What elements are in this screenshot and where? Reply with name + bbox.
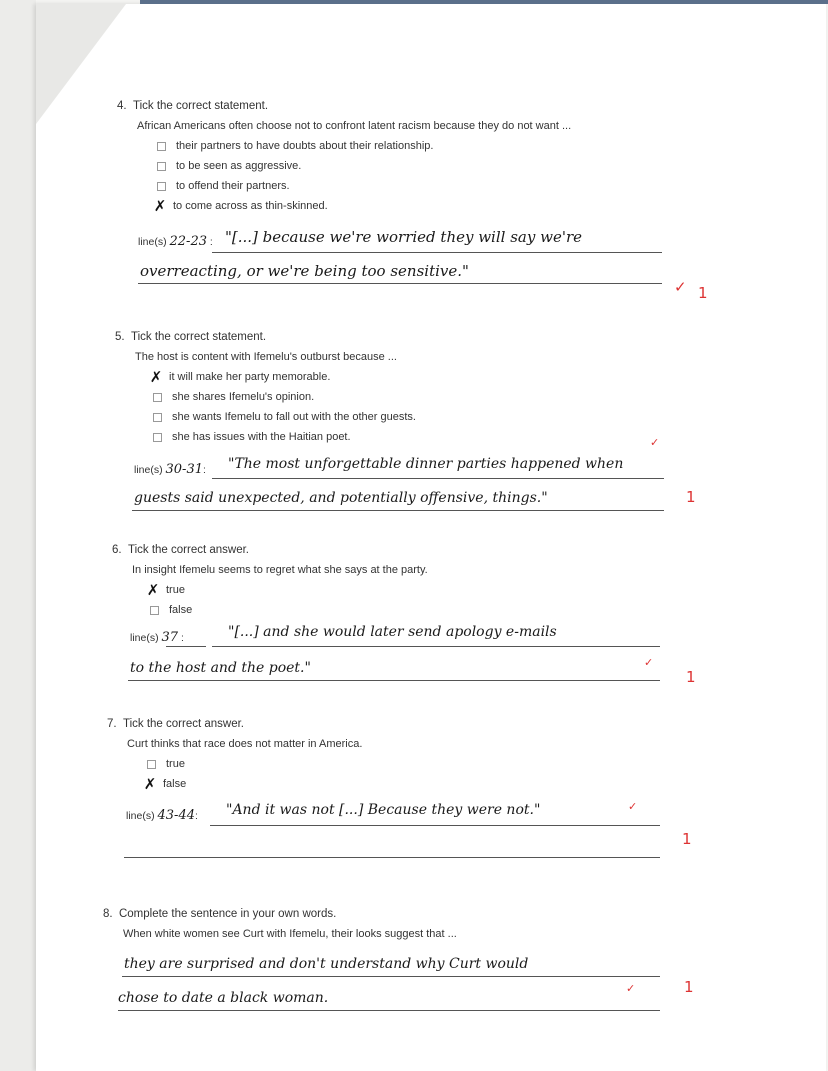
answer-rule xyxy=(122,976,660,977)
checkbox[interactable] xyxy=(157,182,166,191)
option-row[interactable]: false xyxy=(146,600,672,620)
tick-mark-icon: ✓ xyxy=(650,436,660,449)
checkbox[interactable] xyxy=(147,760,156,769)
x-mark-icon[interactable]: ✗ xyxy=(143,775,157,793)
handwritten-answer: "[...] and she would later send apology e-mails xyxy=(228,624,557,640)
x-mark-icon[interactable]: ✗ xyxy=(153,197,167,215)
question-4 xyxy=(117,96,677,216)
tick-mark-icon: ✓ xyxy=(674,278,687,296)
handwritten-answer: "[...] because we're worried they will say we're xyxy=(225,228,582,246)
handwritten-answer: guests said unexpected, and potentially offensive, things." xyxy=(134,490,548,506)
handwritten-answer: "And it was not [...] Because they were not." xyxy=(226,802,541,818)
question-stem: The host is content with Ifemelu's outburst because ... xyxy=(135,351,397,363)
option-row[interactable]: true xyxy=(143,754,667,774)
option-row[interactable]: to be seen as aggressive. xyxy=(153,156,677,176)
answer-rule xyxy=(124,857,660,858)
score-mark: 1 xyxy=(686,488,696,506)
line-ref-label: line(s) 30-31: xyxy=(134,462,206,477)
option-row[interactable]: their partners to have doubts about their relationship. xyxy=(153,136,677,156)
handwritten-answer: "The most unforgettable dinner parties happened when xyxy=(228,456,624,472)
line-ref-label: line(s) 37 : xyxy=(130,630,184,645)
option-row[interactable]: she shares Ifemelu's opinion. xyxy=(149,387,675,407)
handwritten-answer: overreacting, or we're being too sensitive." xyxy=(140,262,469,280)
answer-rule xyxy=(118,1010,660,1011)
handwritten-answer: chose to date a black woman. xyxy=(118,990,329,1006)
score-mark: 1 xyxy=(686,668,696,686)
answer-rule xyxy=(212,646,660,647)
page-left-edge xyxy=(0,0,36,1071)
answer-rule xyxy=(212,478,664,479)
line-ref-label: line(s) 43-44: xyxy=(126,808,198,823)
checkbox[interactable] xyxy=(153,433,162,442)
question-stem: African Americans often choose not to confront latent racism because they do not want ... xyxy=(137,120,572,132)
answer-rule xyxy=(212,252,662,253)
question-stem: Curt thinks that race does not matter in America. xyxy=(127,738,363,750)
question-5: 5. Tick the correct statement. The host is content with Ifemelu's outburst because ... ✗ it will make her party memorable. she shares Ifemelu's opinion. she wants Ifemelu to fall out with the other guests. she has issues with the Haitian poet. xyxy=(115,327,675,447)
handwritten-answer: they are surprised and don't understand why Curt would xyxy=(124,956,529,972)
option-row[interactable]: ✗ it will make her party memorable. xyxy=(149,368,331,386)
answer-rule xyxy=(166,646,206,647)
question-6: 6. Tick the correct answer. In insight Ifemelu seems to regret what she says at the party. ✗ true false xyxy=(112,540,672,620)
answer-rule xyxy=(128,680,660,681)
option-row[interactable]: ✗ to come across as thin-skinned. xyxy=(153,197,328,215)
checkbox[interactable] xyxy=(150,606,159,615)
question-stem: When white women see Curt with Ifemelu, their looks suggest that ... xyxy=(123,928,457,940)
score-mark: 1 xyxy=(698,284,708,302)
option-row[interactable]: ✗ true xyxy=(146,581,185,599)
score-mark: 1 xyxy=(682,830,692,848)
checkbox[interactable] xyxy=(153,413,162,422)
x-mark-icon[interactable]: ✗ xyxy=(149,368,163,386)
line-ref-label: line(s) 22-23 : xyxy=(138,234,213,249)
question-instruction: Tick the correct statement. xyxy=(132,100,269,112)
question-stem: In insight Ifemelu seems to regret what she says at the party. xyxy=(132,564,428,576)
x-mark-icon[interactable]: ✗ xyxy=(146,581,160,599)
tick-mark-icon: ✓ xyxy=(628,800,638,813)
option-row[interactable]: she wants Ifemelu to fall out with the other guests. xyxy=(149,407,675,427)
tick-mark-icon: ✓ xyxy=(644,656,654,669)
option-row[interactable]: ✗ false xyxy=(143,775,187,793)
tick-mark-icon: ✓ xyxy=(626,982,636,995)
folded-corner xyxy=(36,4,126,124)
question-8: 8. Complete the sentence in your own words. When white women see Curt with Ifemelu, their looks suggest that ... xyxy=(103,904,663,944)
question-number: 4. xyxy=(117,100,127,112)
checkbox[interactable] xyxy=(157,162,166,171)
answer-rule xyxy=(138,283,662,284)
option-row[interactable]: to offend their partners. xyxy=(153,176,677,196)
checkbox[interactable] xyxy=(153,393,162,402)
checkbox[interactable] xyxy=(157,142,166,151)
top-strip xyxy=(140,0,828,4)
option-row[interactable]: she has issues with the Haitian poet. xyxy=(149,427,675,447)
question-7: 7. Tick the correct answer. Curt thinks that race does not matter in America. true ✗ false xyxy=(107,714,667,794)
score-mark: 1 xyxy=(684,978,694,996)
answer-rule xyxy=(132,510,664,511)
line-ref-value: 22-23 xyxy=(169,234,207,249)
handwritten-answer: to the host and the poet." xyxy=(130,660,311,676)
answer-rule xyxy=(210,825,660,826)
